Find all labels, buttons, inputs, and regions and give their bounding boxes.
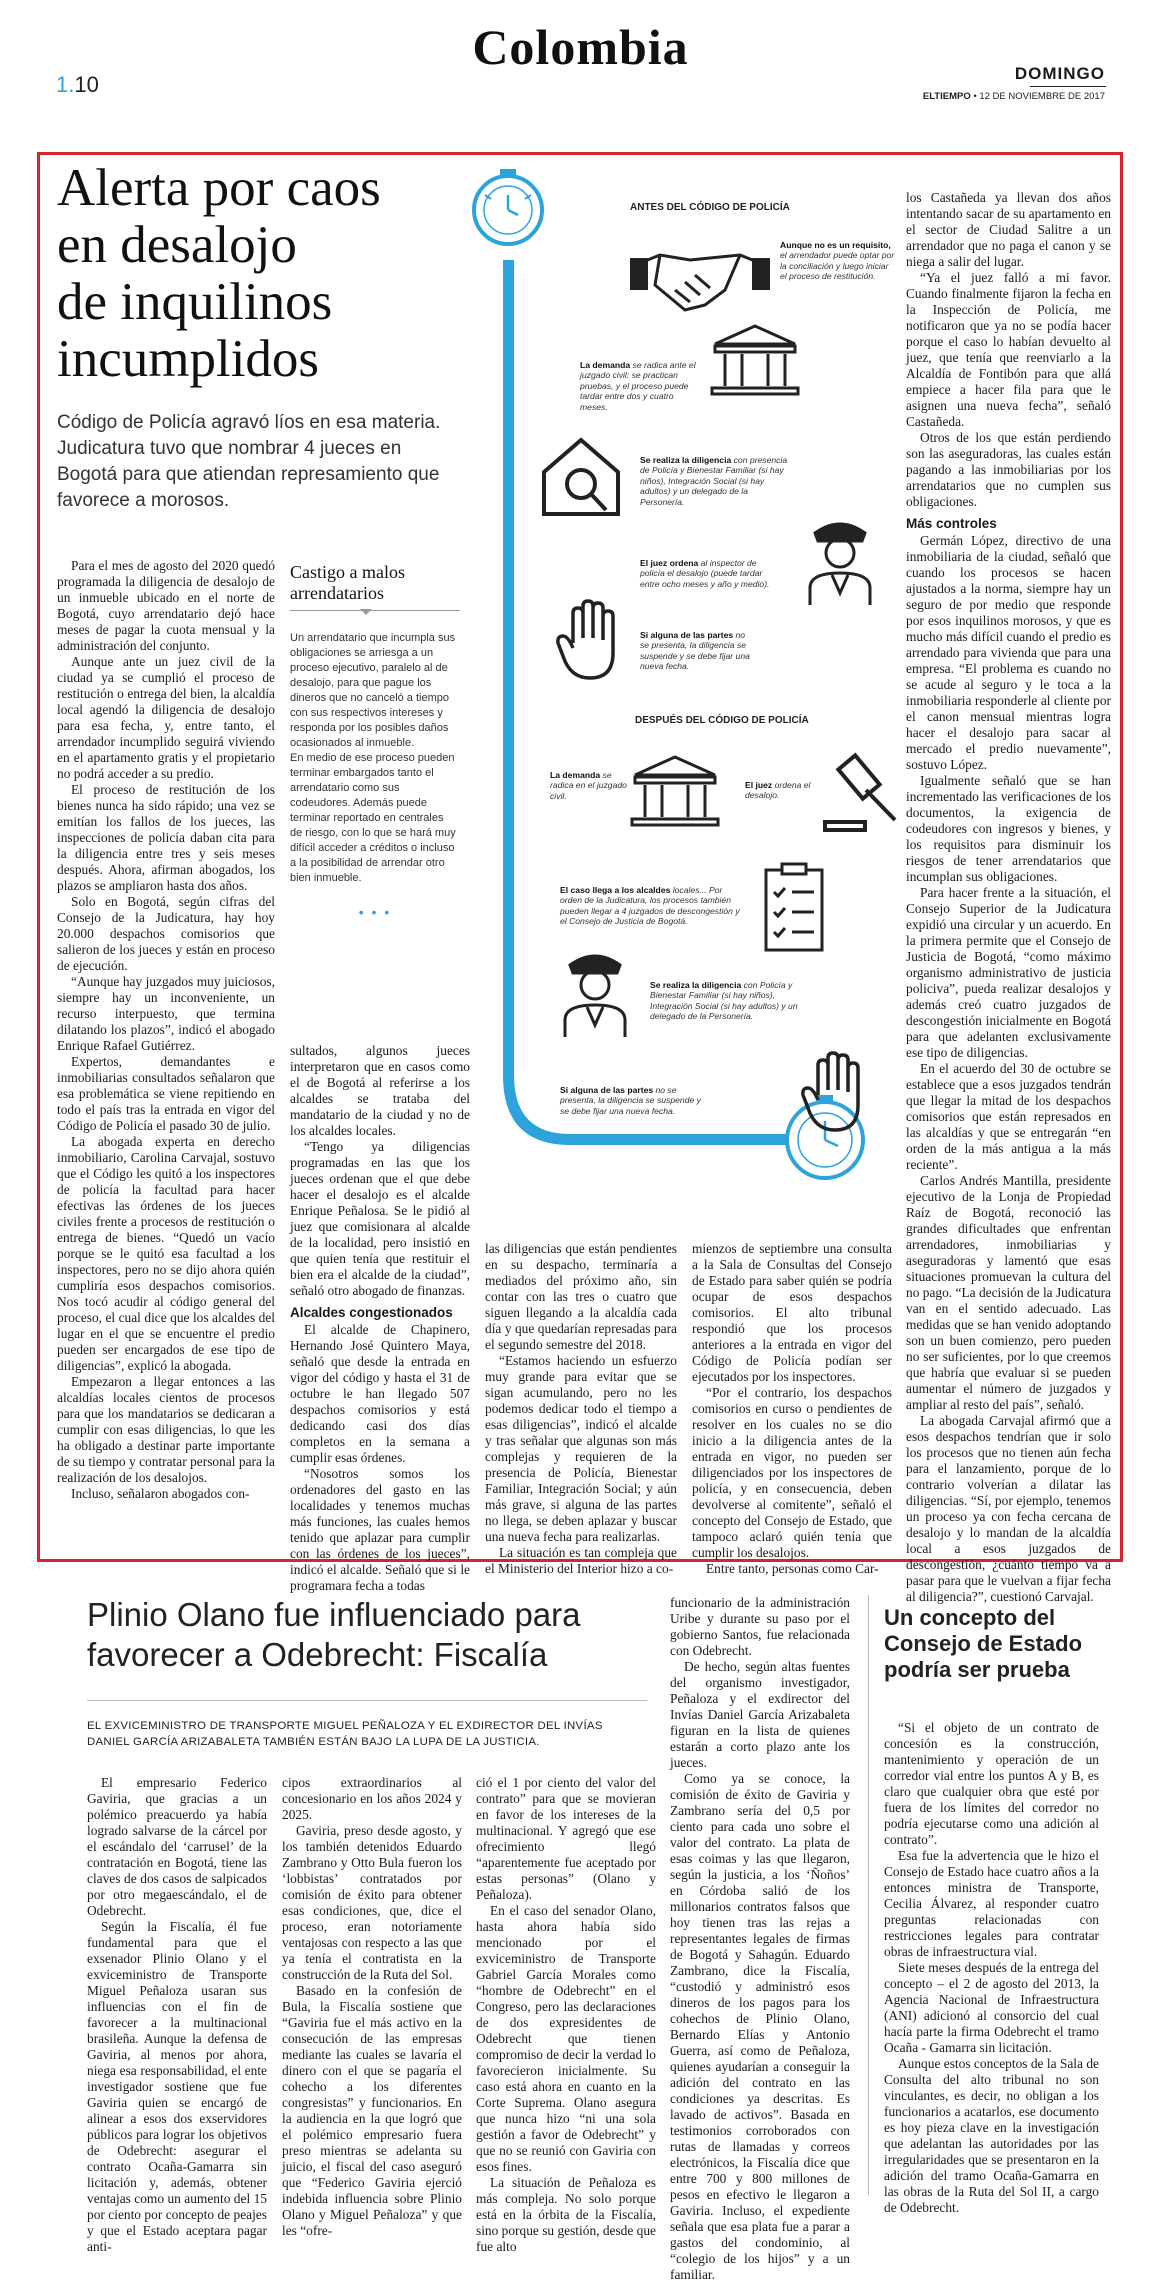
paragraph: En el acuerdo del 30 de octubre se establece que a esos juzgados tendrán que llegar la mitad de los despachos comisorios que están represados en las alcaldías y que se entregarán “en orden de la más antigua a la más reciente”. — [906, 1061, 1111, 1172]
paragraph: En el caso del senador Olano, hasta ahora había sido mencionado por el exviceministro de Transporte Gabriel García Morales como “hombre de Odebrecht” en el Congreso, pero las declaraciones de dos expresidentes de Odebrecht que tienen compromiso de decir la verdad lo favorecieron inicialmente. Su caso está ahora en cuanto en la Corte Suprema. Olano asegura que nunca hizo “ni una sola gestión a favor de Odebrecht” y que no se reunió con Gaviria con esos fines. — [476, 1903, 656, 2174]
info-step-4: El juez ordena al inspector de policía el desalojo (puede tardar entre ocho meses y año y medio). — [640, 558, 770, 589]
paragraph: Aunque ante un juez civil de la ciudad ya se cumplió el proceso de restitución o entrega del bien, la alcaldía local agendó la diligencia de desalojo para esa fecha, y, entre tanto, el arrendador incumplido seguirá viviendo en el apartamento gratis y el propietario no podrá acceder a su predio. — [57, 654, 275, 781]
paragraph: Igualmente señaló que se han incrementado las verificaciones de los documentos, la exigencia de codeudores con ingresos y bienes, y los requisitos para disminuir los riesgos de tener arrendatarios que incumplan sus obligaciones. — [906, 773, 1111, 884]
paragraph: Otros de los que están perdiendo son las aseguradoras, las cuales están pagando a las inmobiliarias por los arrendatarios que no cumplen sus obligaciones. — [906, 430, 1111, 509]
sidebar-title: Castigo a malos arrendatarios — [290, 562, 405, 603]
info-step-5: Si alguna de las partes no se presenta, la diligencia se suspende y se debe fijar una nueva fecha. — [640, 630, 750, 672]
paragraph: “Si el objeto de un contrato de concesión es la construcción, mantenimiento y operación de un corredor vial entre los puntos A y B, es claro que cualquier obra que esté por fuera de los límites del corredor no podría ejecutarse como una adición al contrato”. — [884, 1720, 1099, 1847]
info-step-9: Se realiza la diligencia con Policía y Bienestar Familiar (si hay niños), Integración Social (si hay adultos) y un delegado de la Personería. — [650, 980, 798, 1022]
info-step-1: Aunque no es un requisito, el arrendador puede optar por la conciliación y luego iniciar el proceso de restitución. — [780, 240, 895, 282]
paragraph: El proceso de restitución de los bienes nunca ha sido rápido; una vez se emitían los fallos de los jueces, las inspecciones de policía daban cita para la diligencia entre tres y seis meses después. Ahora, afirman abogados, los plazos se ampliaron hasta dos años. — [57, 782, 275, 893]
dateline: ELTIEMPO • 12 DE NOVIEMBRE DE 2017 — [922, 91, 1105, 102]
paragraph: Para el mes de agosto del 2020 quedó programada la diligencia de desalojo de un inmueble ubicado en el norte de Bogotá, cuyo arrendatario dejó hace meses de pagar la cuota mensual y la administración del conjunto. — [57, 558, 275, 653]
info-step-8: El caso llega a los alcaldes locales... Por orden de la Judicatura, los procesos también pueden llegar a 4 juzgados de descongestión y el Consejo de Justicia de Bogotá. — [560, 885, 740, 927]
section-title: Colombia — [472, 19, 689, 75]
paragraph: Esa fue la advertencia que le hizo el Consejo de Estado hace cuatro años a la entonces ministra de Transporte, Cecilia Álvarez, al responder cuatro preguntas relacionadas con restricciones legales para contratar obras de infraestructura vial. — [884, 1848, 1099, 1959]
paragraph: “Por el contrario, los despachos comisorios en curso o pendientes de resolver en los cuales no se dio inicio a la diligencia antes de la entrada en vigor, no pueden ser diligenciados por los inspectores de policía, y en consecuencia, deben devolverse al comitente”, señaló el concepto del Consejo de Estado, que tampoco aclaró quién tenía que cumplir los desalojos. — [692, 1385, 892, 1560]
info-step-6: La demanda se radica en el juzgado civil. — [550, 770, 627, 801]
second-deck: EL EXVICEMINISTRO DE TRANSPORTE MIGUEL PEÑALOZA Y EL EXDIRECTOR DEL INVÍAS DANIEL GARCÍA ARIZABALETA TAMBIÉN ESTÁN BAJO LA LUPA DE LA JUSTICIA. — [87, 1720, 603, 1748]
main-col-3 — [485, 1241, 677, 1576]
infographic-before-title: ANTES DEL CÓDIGO DE POLICÍA — [630, 202, 790, 213]
info-step-2: La demanda se radica ante el juzgado civil: se practican pruebas, y el proceso puede tardar entre dos y cuatro meses. — [580, 360, 696, 412]
subheading: Más controles — [906, 516, 997, 531]
paragraph: Empezaron a llegar entonces a las alcaldías locales cientos de procesos para que los mandatarios se dedicaran a cumplir con esas diligencias, lo que les ha obligado a destinar parte importante de su tiempo y contratar personal para la realización de los desalojos. — [57, 1374, 275, 1485]
second-col-5 — [884, 1720, 1099, 2215]
clipboard-checklist-icon — [760, 860, 835, 955]
sidebar-text: Un arrendatario que incumpla sus obligaciones se arriesga a un proceso ejecutivo, paralelo al de desalojo, para que pague los dineros que no canceló a tiempo con sus respectivos intereses y responda por los posibles daños ocasionados al inmueble. En medio de ese proceso pueden terminar embargados tanto el arrendatario como sus codeudores. Además puede terminar reportado en centrales de riesgo, con lo que se hará muy difícil acceder a créditos o incluso a la posibilidad de arrendar otro bien inmueble. — [290, 632, 456, 884]
paragraph: El empresario Federico Gaviria, que gracias a un polémico preacuerdo ya había logrado salvarse de la cárcel por el escándalo del ‘carrusel’ de la contratación en Bogotá, tiene las claves de dos casos de salpicados por otro megaescándalo, el de Odebrecht. — [87, 1775, 267, 1918]
main-col-1 — [57, 558, 275, 1553]
paragraph: El alcalde de Chapinero, Hernando José Quintero Maya, señaló que desde la entrada en vigor del código y hasta el 31 de octubre le han llegado 507 despachos comisorios y está dedicando casi dos días completos en la semana a cumplir esas órdenes. — [290, 1322, 470, 1465]
courthouse-icon — [710, 322, 800, 402]
paragraph: cipos extraordinarios al concesionario en los años 2024 y 2025. — [282, 1775, 462, 1822]
main-col-5 — [906, 190, 1111, 1604]
sidebar-box — [290, 558, 470, 1018]
second-col-1 — [87, 1775, 267, 2254]
house-search-icon — [536, 432, 626, 522]
paragraph: Expertos, demandantes e inmobiliarias consultados señalaron que esa problemática se viene repitiendo en todo el país tras la entrada en vigor del Código de Policía el pasado 30 de julio. — [57, 1054, 275, 1133]
stop-hand-icon — [555, 598, 625, 683]
paragraph: Solo en Bogotá, según cifras del Consejo de la Judicatura, hay hoy 20.000 despachos comisorios que salieron de los jueces y están en proceso de ejecución. — [57, 894, 275, 973]
paragraph: “Aunque hay juzgados muy juiciosos, siempre hay un inconveniente, un recurso interpuesto, que termina dilatando los plazos”, indicó el abogado Enrique Rafael Gutiérrez. — [57, 974, 275, 1053]
paragraph: las diligencias que están pendientes en su despacho, terminaría a mediados del próximo año, sin contar con las tres o cuatro que siguen llegando a la alcaldía cada día y que quedarían represadas para el segundo semestre del 2018. — [485, 1241, 677, 1352]
gavel-icon — [820, 750, 900, 835]
second-col-3 — [476, 1775, 657, 2254]
paragraph: Entre tanto, personas como Car- — [706, 1561, 879, 1576]
paragraph: Gaviria, preso desde agosto, y los también detenidos Eduardo Zambrano y Otto Bula fueron los ‘lobbistas’ contratados por comisión de éxito para obtener esas condiciones, que, dice el proceso, eran notoriamente ventajosas con respecto a las que ya tenía el contratista en la construcción de la Ruta del Sol. — [282, 1823, 462, 1982]
info-step-3: Se realiza la diligencia con presencia de Policía y Bienestar Familiar (si hay niños), Integración Social (si hay adultos) y un delegado de la Personería. — [640, 455, 788, 507]
second-col-2 — [282, 1775, 462, 2238]
paragraph: La abogada Carvajal afirmó que a esos despachos tendrían que ir solo los procesos que no tienen aún fecha para el lanzamiento, porque de lo contrario volverían a dilatar las diligencias. “Sí, por ejemplo, tenemos un proceso ya con fecha cercana de desalojo y lo mandan de la alcaldía local a esos juzgados de descongestión, ¿cuánto tiempo va a pasar para que le vuelvan a fijar fecha al diligencia?”, cuestionó Carvajal. — [906, 1413, 1111, 1604]
second-sidebar-rule — [868, 1595, 869, 2195]
main-col-4 — [692, 1241, 892, 1576]
paragraph: Basado en la confesión de Bula, la Fiscalía sostiene que “Gaviria fue el más activo en la consecución de las empresas mediante las cuales se lavaría el dinero con el que se pagaría el cohecho a los diferentes congresistas” y funcionarios. En la audiencia en la que logró que el polémico empresario fuera preso mientras se adelanta su juicio, el fiscal del caso aseguró que “Federico Gaviria ejerció indebida influencia sobre Plinio Olano y Miguel Peñaloza” y que les “ofre- — [282, 1983, 462, 2238]
infographic-after-title: DESPUÉS DEL CÓDIGO DE POLICÍA — [635, 715, 809, 726]
stop-hand-icon-2 — [800, 1050, 870, 1135]
header-rule — [1030, 86, 1106, 87]
info-step-7: El juez ordena el desalojo. — [745, 780, 811, 801]
second-sidebar-title: Un concepto del Consejo de Estado podría ser prueba — [884, 1605, 1083, 1682]
courthouse-icon-2 — [630, 753, 720, 833]
paragraph: “Estamos haciendo un esfuerzo muy grande para evitar que se sigan acumulando, pero no les podemos dedicar todo el tiempo a esas diligencias”, indicó el alcalde y tras señalar que algunas son más complejas y requieren de la presencia de Policía, Bienestar Familiar, Integración Social; y aún más grave, si alguna de las partes no llega, se deben aplazar y buscar una nueva fecha para realizarlas. — [485, 1353, 677, 1544]
page-number: 1.10 — [56, 72, 99, 97]
paragraph: La situación es tan compleja que el Ministerio del Interior hizo a co- — [485, 1545, 677, 1576]
paragraph: funcionario de la administración Uribe y durante su paso por el gobierno Santos, fue relacionada con Odebrecht. — [670, 1595, 850, 1658]
main-headline: Alerta por caos en desalojo de inquilinos incumplidos — [57, 159, 381, 388]
subheading: Alcaldes congestionados — [290, 1305, 453, 1320]
paragraph: Según la Fiscalía, él fue fundamental para que el exsenador Plinio Olano y el exviceministro de Transporte Miguel Peñaloza usaran sus influencias con el fin de favorecer a la multinacional brasileña. Aunque la defensa de Gaviria, al menos por ahora, niega esa responsabilidad, el ente investigador sostiene que fue Gaviria quien se encargó de alinear a esos dos exservidores públicos para lograr los objetivos de Odebrecht: asegurar el contrato Ocaña-Gamarra sin licitación y, además, obtener ventajas como un aumento del 15 por ciento por concepto de peajes y que el Estado aceptara pagar anti- — [87, 1919, 267, 2254]
police-officer-icon — [800, 513, 880, 608]
paragraph: “Nosotros somos los ordenadores del gasto en las localidades y tenemos muchas más funciones, las cuales hemos tenido que aplazar para cumplir con las órdenes de los jueces”, indicó el alcalde. Señaló que si le programara fecha a todas — [290, 1466, 470, 1593]
paragraph: “Ya el juez falló a mi favor. Cuando finalmente fijaron la fecha en la Inspección de Policía, me notificaron que ya no se podía hacer porque el caso lo habían devuelto al juez, que tenía que reenviarlo a la Alcaldía de Fontibón para que allá empiece a hacer fila para que le asignen una nueva fecha”, señaló Castañeda. — [906, 270, 1111, 429]
main-deck: Código de Policía agravó líos en esa materia. Judicatura tuvo que nombrar 4 jueces en Bogotá para que atiendan represamiento que favorece a morosos. — [57, 412, 441, 511]
paragraph: “Tengo ya diligencias programadas en las que los jueces ordenan que el que debe hacer el desalojo es el alcalde Enrique Peñalosa. Se le pidió al juez que comisionara al alcalde de la localidad, pero insistió en que quien tenía que restituir el bien era el alcalde de la ciudad”, señaló otro abogado de finanzas. — [290, 1139, 470, 1298]
paragraph: Para hacer frente a la situación, el Consejo Superior de la Judicatura expidió una circular y un acuerdo. En la primera permite que el Consejo de Justicia de Bogotá, “como máximo organismo administrativo de justicia policiva”, pueda realizar desalojos y además creó cuatro juzgados de descongestión inicialmente en Bogotá para que adelanten exclusivamente ese tipo de diligencias. — [906, 885, 1111, 1060]
paragraph: Aunque estos conceptos de la Sala de Consulta del alto tribunal no son vinculantes, es decir, no obligan a los funcionarios a acatarlos, ese documento es hoy pieza clave en la investigación que adelantan las autoridades por las irregularidades que se presentaron en la adición del tramo Ocaña-Gamarra en las obras de la Ruta del Sol II, a cargo de Odebrecht. — [884, 2056, 1099, 2215]
handshake-icon — [630, 230, 770, 320]
sidebar-divider — [290, 610, 460, 611]
paragraph: mienzos de septiembre una consulta a la Sala de Consultas del Consejo de Estado para saber quién se podría ocupar de esos despachos comisorios. El alto tribunal respondió que los procesos anteriores a la entrada en vigor del Código de Policía podían ser ejecutados por los inspectores. — [692, 1241, 892, 1384]
paragraph: La situación de Peñaloza es más compleja. No solo porque está en la órbita de la Fiscalía, sino porque su gestión, desde que fue alto — [476, 2175, 657, 2254]
paragraph: los Castañeda ya llevan dos años intentando sacar de su apartamento en el sector de Ciudad Salitre a un arrendador que no paga el canon y se niega a salir del lugar. — [906, 190, 1111, 269]
second-col-4 — [670, 1595, 850, 2282]
paragraph: La abogada experta en derecho inmobiliario, Carolina Carvajal, sostuvo que el Código les quitó a los inspectores de policía la facultad para hacer efectivas las órdenes de los jueces civiles frente a procesos de restitución o entrega de bienes. “Quedó un vacío porque se le quitó esa facultad a los inspectores, pero no se dijo ahora quién cumpliría esos despachos comisorios. Nos tocó acudir al código general del proceso, el cual dice que los alcaldes del lugar en el que se encuentre el predio pueden ser encargados de ese tipo de diligencias”, explicó la abogada. — [57, 1134, 275, 1373]
main-col-2 — [290, 1043, 470, 1593]
paragraph: Germán López, directivo de una inmobiliaria de la ciudad, señaló que cuando los procesos se hacen ajustados a la norma, siempre hay un seguro de por medio que responde por esos inquilinos morosos, y que es mucho más difícil cuando el predio es arrendado para vivienda que para una empresa. “El problema es cuando no se acude al seguro y le toca a la inmobiliaria responderle al cliente por el canon mensual mientras logra hacer el desalojo para sacar al mercado el predio nuevamente”, sostuvo López. — [906, 533, 1111, 772]
paragraph: De hecho, según altas fuentes del organismo investigador, Peñaloza y el exdirector del Invías Daniel García Arizabaleta figuran en la lista de quienes estarán a corto plazo ante los jueces. — [670, 1659, 850, 1770]
paragraph: Carlos Andrés Mantilla, presidente ejecutivo de la Lonja de Propiedad Raíz de Bogotá, reconoció las grandes dificultades que enfrentan arrendadores, inmobiliarias y aseguradoras y lamentó que esas situaciones promuevan la cultura del no pago. “La decisión de la Judicatura van en el sentido adecuado. Las medidas que se han venido adoptando son un buen comienzo, pero pueden no ser suficientes, por lo que creemos que habría que evaluar si se pueden aumentar el número de juzgados y ampliar al resto del país”, señaló. — [906, 1173, 1111, 1412]
paragraph: Incluso, señalaron abogados con- — [71, 1486, 250, 1501]
police-officer-icon-2 — [555, 945, 635, 1040]
paragraph: Como ya se conoce, la comisión de éxito de Gaviria y Zambrano sería del 0,5 por ciento para cada uno sobre el valor del contrato. La plata de esas coimas y las que llegaron, según la justicia, a los ‘Ñoños’ en Córdoba salió de los millonarios contratos falsos que hoy tienen tras las rejas a representantes legales de firmas de Bogotá y Sahagún. Eduardo Zambrano, dice la Fiscalía, “custodió y administró esos dineros de los pagos para los cohechos de Plinio Olano, Bernardo Elías y Antonio Guerra, así como de Peñaloza, quienes ayudarían a conseguir la adición del contrato en las condiciones ya descritas. Es lavado de activos”. Basada en testimonios corroborados con rutas de llamadas y correos electrónicos, la Fiscalía dice que entre 700 y 800 millones de pesos en efectivo le llegaron a Gaviria. Incluso, el expediente señala que esa plata fue a parar a gastos del condominio, al “colegio de los hijos” y a un familiar. — [670, 1771, 850, 2282]
paragraph: Siete meses después de la entrega del concepto – el 2 de agosto del 2013, la Agencia Nacional de Infraestructura (ANI) adicionó al consorcio del cual hacía parte la firma Odebrecht el tramo Ocaña - Gamarra sin licitación. — [884, 1960, 1099, 2055]
day-label: DOMINGO — [1014, 64, 1105, 83]
second-deck-rule — [87, 1700, 647, 1701]
paragraph: ció el 1 por ciento del valor del contrato” para que se movieran en favor de los intereses de la multinacional. Y agregó que ese ofrecimiento llegó “aparentemente fue aceptado por estas personas” (Olano y Peñaloza). — [476, 1775, 656, 1902]
paragraph: sultados, algunos jueces interpretaron que en casos como el de Bogotá al referirse a los alcaldes se trataba del mandatario de la ciudad y no de los alcaldes locales. — [290, 1043, 470, 1138]
info-step-10: Si alguna de las partes no se presenta, la diligencia se suspende y se debe fijar una nueva fecha. — [560, 1085, 701, 1116]
second-headline: Plinio Olano fue influenciado para favorecer a Odebrecht: Fiscalía — [87, 1596, 581, 1673]
sidebar-dots: • • • — [358, 904, 392, 920]
